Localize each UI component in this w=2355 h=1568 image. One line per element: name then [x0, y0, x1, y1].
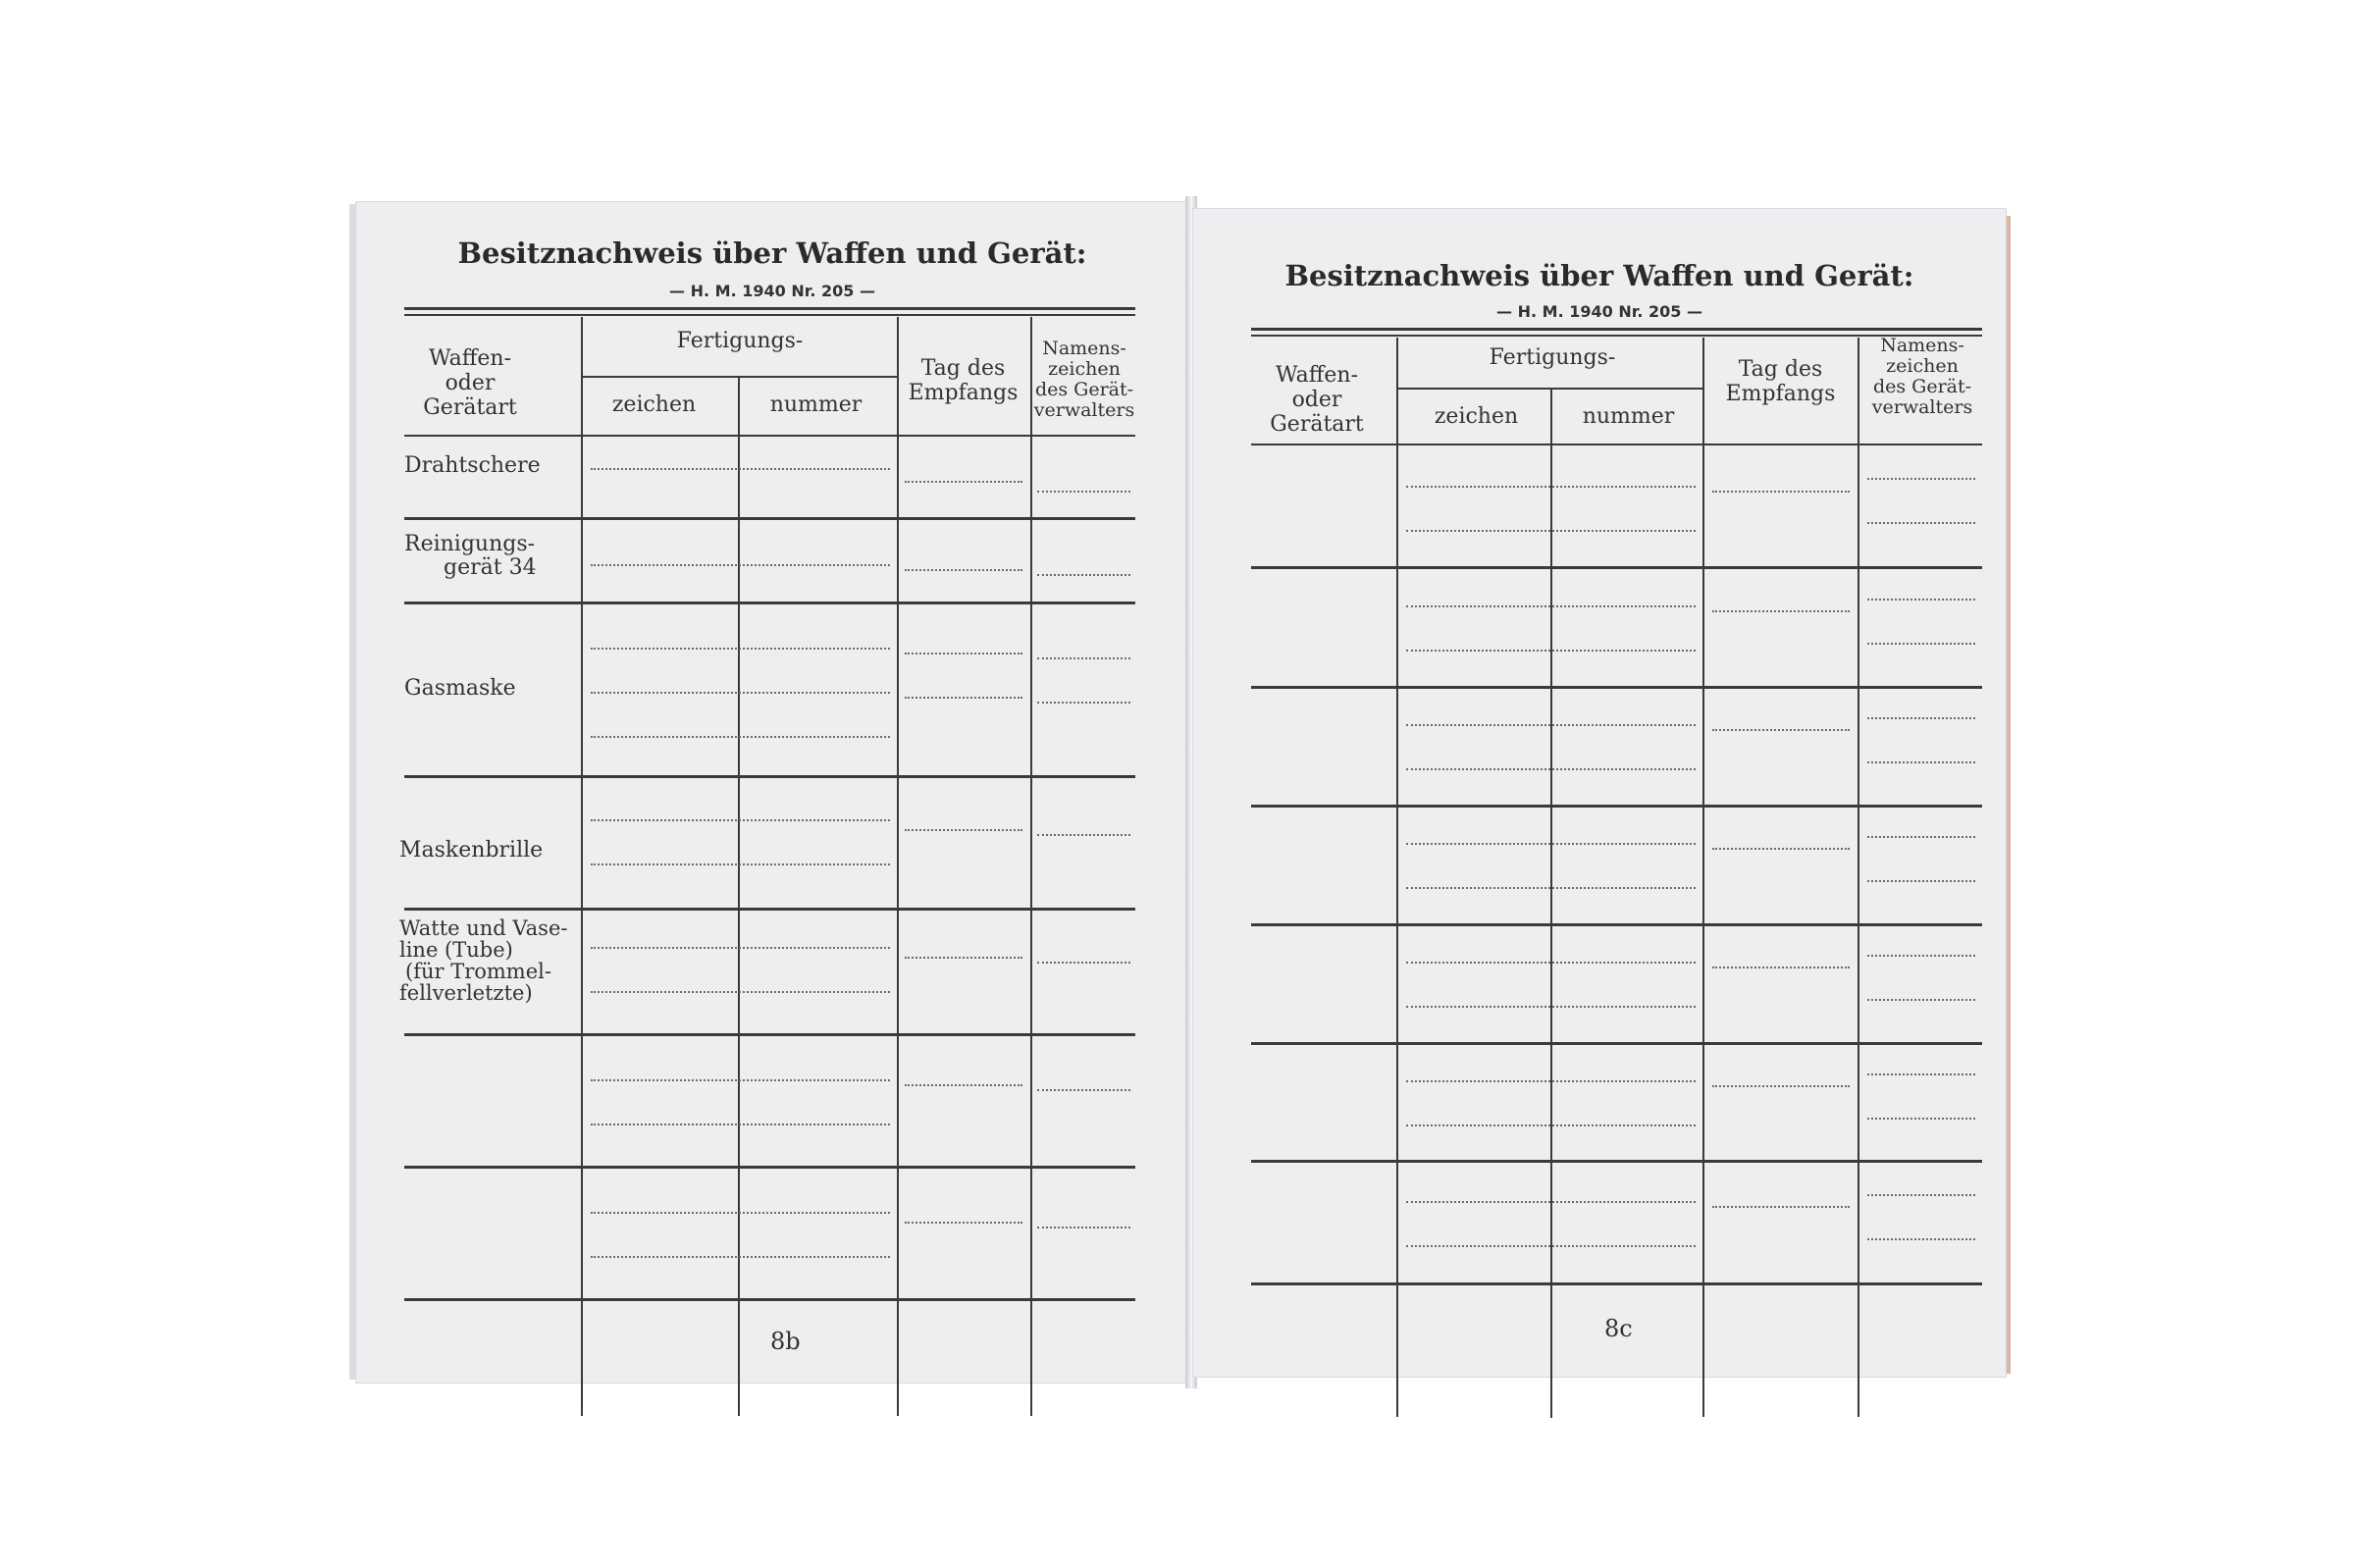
fill-line [1406, 1124, 1696, 1126]
fill-line [905, 957, 1022, 959]
fill-line [1867, 999, 1975, 1001]
grid-line [738, 376, 740, 1416]
fill-line [1406, 962, 1696, 964]
fill-line [1867, 522, 1975, 524]
row-separator [1251, 1282, 1982, 1285]
fill-line [591, 648, 890, 650]
fill-line [591, 692, 890, 694]
fill-line [1406, 605, 1696, 607]
row-separator [1251, 686, 1982, 689]
header-zeichen: zeichen [1434, 404, 1519, 429]
fill-line [1406, 768, 1696, 770]
fill-line [1037, 657, 1130, 659]
fill-line [1406, 650, 1696, 652]
grid-line [1858, 338, 1859, 1417]
fill-line [1037, 962, 1130, 964]
grid-line [1550, 388, 1552, 1418]
fill-line [1867, 1194, 1975, 1196]
fill-line [591, 863, 890, 865]
row-separator [1251, 566, 1982, 569]
header-rule [404, 307, 1135, 310]
fill-line [591, 1079, 890, 1081]
fill-line [1712, 848, 1850, 850]
fill-line [591, 564, 890, 566]
fill-line [1867, 761, 1975, 763]
row-separator [1251, 805, 1982, 808]
fill-line [1867, 1073, 1975, 1075]
right-page-subtitle: — H. M. 1940 Nr. 205 — [1496, 302, 1702, 321]
row-label: Drahtschere [404, 453, 541, 478]
fill-line [1867, 880, 1975, 882]
fill-line [1867, 478, 1975, 480]
fill-line [1712, 729, 1850, 731]
fill-line [1037, 834, 1130, 836]
fill-line [591, 468, 890, 470]
header-nummer: nummer [1582, 404, 1675, 429]
header-fertigung: Fertigungs- [1489, 345, 1616, 370]
row-separator [404, 1298, 1135, 1301]
row-separator [404, 1033, 1135, 1036]
fill-line [1406, 1080, 1696, 1082]
fill-line [1867, 643, 1975, 645]
row-separator [1251, 923, 1982, 926]
row-label: Gasmaske [404, 676, 516, 701]
grid-line [1251, 444, 1982, 445]
fill-line [1712, 610, 1850, 612]
fill-line [1867, 955, 1975, 957]
fill-line [1037, 702, 1130, 704]
row-label: Maskenbrille [399, 838, 544, 862]
fill-line [1406, 887, 1696, 889]
fill-line [1867, 1238, 1975, 1240]
fill-line [1712, 1085, 1850, 1087]
fill-line [905, 1084, 1022, 1086]
fill-line [1406, 486, 1696, 488]
right-page [1192, 208, 2007, 1378]
page-number: 8b [770, 1328, 801, 1355]
header-type: Waffen- oder Gerätart [423, 346, 517, 420]
left-page [355, 201, 1189, 1384]
fill-line [905, 1222, 1022, 1224]
fill-line [591, 1124, 890, 1125]
header-rule [1251, 328, 1982, 331]
fill-line [1406, 1245, 1696, 1247]
fill-line [1406, 1201, 1696, 1203]
fill-line [905, 653, 1022, 654]
fill-line [905, 697, 1022, 699]
fill-line [1037, 1227, 1130, 1228]
fill-line [1867, 599, 1975, 601]
header-rule [404, 314, 1135, 316]
fill-line [1406, 1006, 1696, 1008]
fill-line [1037, 574, 1130, 576]
fill-line [591, 947, 890, 949]
fill-line [1712, 967, 1850, 968]
row-label: Reinigungs- gerät 34 [404, 532, 537, 580]
header-fertigung: Fertigungs- [676, 329, 804, 353]
right-page-title: Besitznachweis über Waffen und Gerät: [1284, 259, 1914, 292]
row-separator [404, 775, 1135, 778]
row-separator [404, 601, 1135, 604]
fill-line [1037, 1089, 1130, 1091]
fill-line [591, 1212, 890, 1214]
header-tag: Tag des Empfangs [908, 356, 1019, 405]
header-namens: Namens- zeichen des Gerät- verwalters [1871, 335, 1973, 418]
row-label: Watte und Vase- line (Tube) (für Trommel- fellverletzte) [399, 916, 568, 1005]
grid-line [897, 317, 899, 1416]
fill-line [1406, 530, 1696, 532]
header-tag: Tag des Empfangs [1725, 357, 1836, 406]
page-number: 8c [1604, 1315, 1633, 1342]
fill-line [1867, 836, 1975, 838]
grid-line [581, 317, 583, 1416]
left-page-title: Besitznachweis über Waffen und Gerät: [457, 236, 1087, 270]
fill-line [591, 736, 890, 738]
left-page-subtitle: — H. M. 1940 Nr. 205 — [669, 282, 875, 300]
fill-line [905, 481, 1022, 483]
grid-line [404, 435, 1135, 437]
fill-line [591, 819, 890, 821]
fill-line [905, 829, 1022, 831]
row-separator [404, 1166, 1135, 1169]
header-type: Waffen- oder Gerätart [1270, 363, 1364, 437]
fill-line [1406, 843, 1696, 845]
header-namens: Namens- zeichen des Gerät- verwalters [1033, 338, 1135, 421]
fill-line [1867, 717, 1975, 719]
row-separator [404, 517, 1135, 520]
fill-line [591, 1256, 890, 1258]
fill-line [1037, 491, 1130, 493]
header-zeichen: zeichen [611, 392, 697, 417]
fill-line [1712, 491, 1850, 493]
fill-line [1867, 1118, 1975, 1120]
fill-line [1406, 724, 1696, 726]
row-separator [1251, 1042, 1982, 1045]
grid-line [1030, 317, 1032, 1416]
header-nummer: nummer [769, 392, 863, 417]
fill-line [1712, 1206, 1850, 1208]
row-separator [404, 908, 1135, 911]
grid-line [1396, 338, 1398, 1417]
grid-line [1702, 338, 1704, 1417]
fill-line [591, 991, 890, 993]
fill-line [905, 569, 1022, 571]
grid-line [583, 376, 897, 378]
row-separator [1251, 1160, 1982, 1163]
